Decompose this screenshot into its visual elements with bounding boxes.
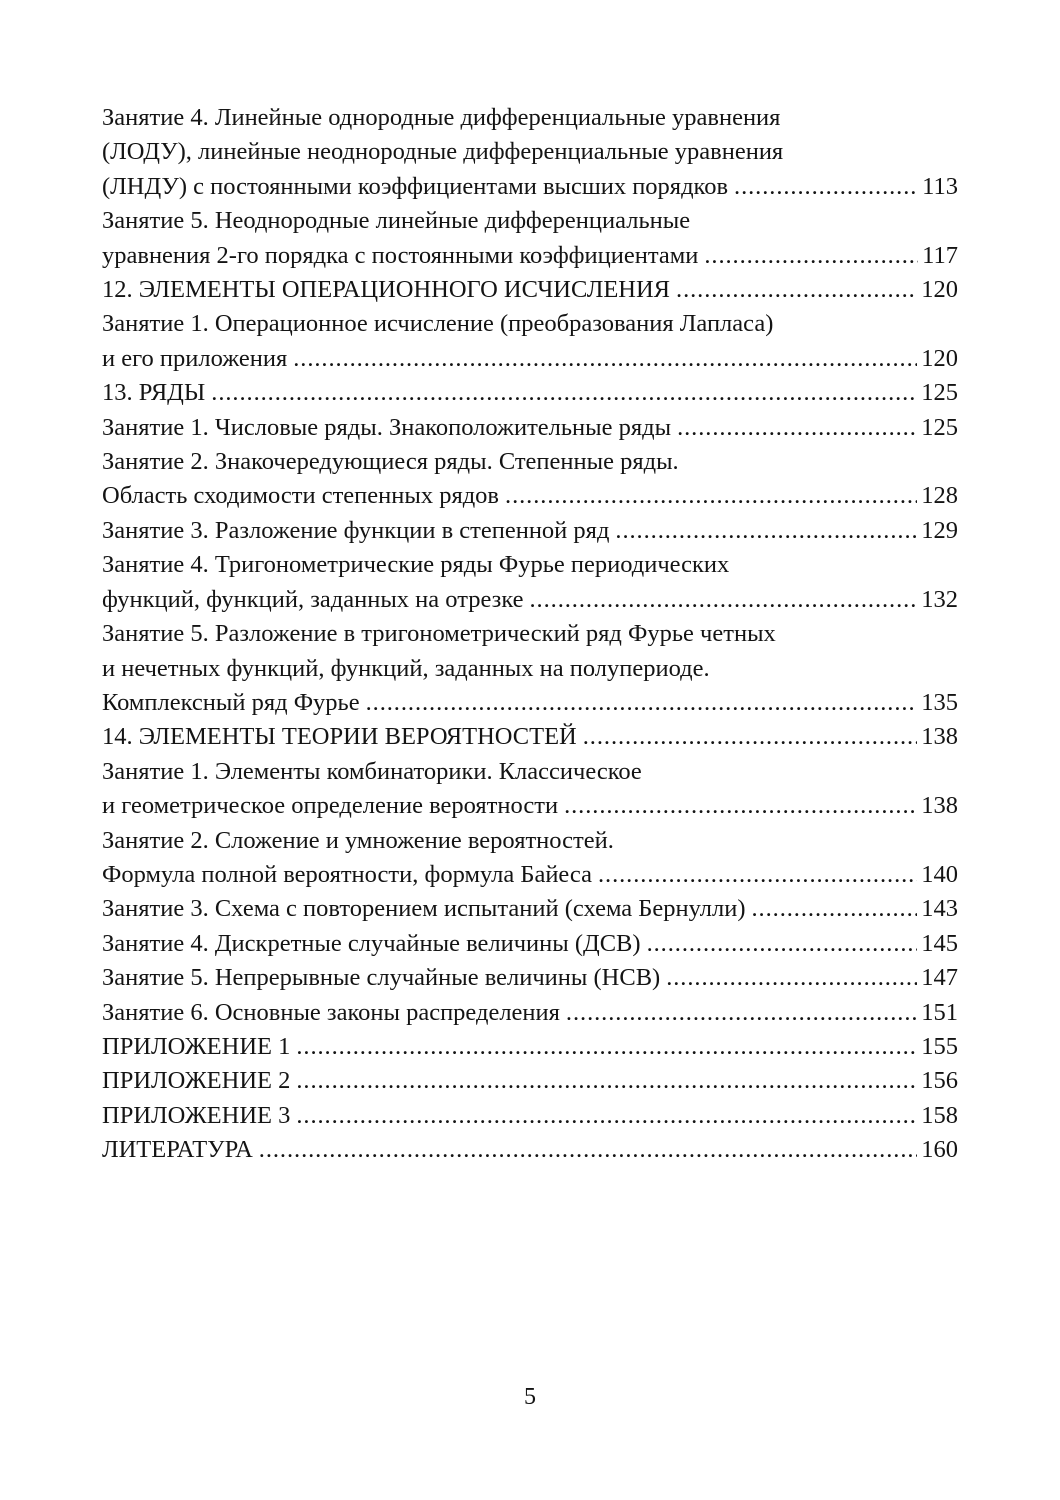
dot-leader xyxy=(296,1099,917,1133)
toc-entry-text-line: Занятие 1. Элементы комбинаторики. Классическое xyxy=(102,757,642,785)
toc-page-number: 151 xyxy=(921,998,958,1026)
dot-leader xyxy=(583,720,918,754)
dot-leader xyxy=(564,789,917,823)
toc-entry-text-line: ПРИЛОЖЕНИЕ 3 xyxy=(102,1101,291,1129)
toc-entry-last-line xyxy=(102,789,958,823)
toc-entry-text-line: ПРИЛОЖЕНИЕ 1 xyxy=(102,1032,291,1060)
toc-page-number: 145 xyxy=(921,929,958,957)
toc-entry-text-line: Занятие 1. Числовые ряды. Знакоположительные ряды xyxy=(102,413,672,441)
toc-entry-text-line: Занятие 1. Операционное исчисление (преобразования Лапласа) xyxy=(102,310,774,338)
toc-page-number: 128 xyxy=(921,482,958,510)
toc-entry-text-line: и геометрическое определение вероятности xyxy=(102,792,559,820)
toc-entry-text-line: Занятие 5. Разложение в тригонометрический ряд Фурье четных xyxy=(102,620,776,648)
toc-page-number: 125 xyxy=(921,413,958,441)
dot-leader xyxy=(676,273,917,307)
toc-entry-last-line xyxy=(102,170,958,204)
toc-entry-text-line: и нечетных функций, функций, заданных на полупериоде. xyxy=(102,654,710,682)
dot-leader xyxy=(704,239,918,273)
toc-entry-text-line: ЛИТЕРАТУРА xyxy=(102,1136,253,1164)
toc-entry xyxy=(102,617,958,720)
toc-page-number: 143 xyxy=(921,895,958,923)
dot-leader xyxy=(647,927,918,961)
toc-entry xyxy=(102,548,958,617)
dot-leader xyxy=(259,1133,917,1167)
dot-leader xyxy=(566,996,917,1030)
toc-entry-text-line: Формула полной вероятности, формула Байеса xyxy=(102,860,592,888)
toc-entry-text-line: Занятие 5. Неоднородные линейные дифференциальные xyxy=(102,207,691,235)
toc-entry xyxy=(102,1133,958,1167)
dot-leader xyxy=(293,342,917,376)
toc-entry-text-line: Занятие 4. Дискретные случайные величины (ДСВ) xyxy=(102,929,641,957)
toc-entry-text-line: Занятие 4. Линейные однородные дифференциальные уравнения xyxy=(102,104,781,131)
toc-entry-last-line xyxy=(102,1133,958,1167)
dot-leader xyxy=(211,376,917,410)
toc-entry xyxy=(102,824,958,893)
toc-page-number: 147 xyxy=(921,964,958,992)
toc-entry-text-line: (ЛНДУ) с постоянными коэффициентами высших порядков xyxy=(102,172,729,200)
toc-entry-text-line: Занятие 6. Основные законы распределения xyxy=(102,998,560,1026)
toc-page-number: 113 xyxy=(922,172,958,200)
toc-entry-last-line xyxy=(102,376,958,410)
toc-entry xyxy=(102,720,958,754)
toc-entry-last-line xyxy=(102,961,958,995)
toc-entry xyxy=(102,307,958,376)
toc-entry-text-line: Занятие 3. Схема с повторением испытаний (схема Бернулли) xyxy=(102,895,746,923)
toc-page-number: 120 xyxy=(921,276,958,304)
dot-leader xyxy=(752,892,918,926)
toc-page-number: 138 xyxy=(921,723,958,751)
toc-page-number: 117 xyxy=(922,241,958,269)
toc-entry-last-line xyxy=(102,583,958,617)
toc-page-number: 158 xyxy=(921,1101,958,1129)
toc-entry xyxy=(102,445,958,514)
toc-entry-text-line: Область сходимости степенных рядов xyxy=(102,482,500,510)
toc-entry xyxy=(102,204,958,273)
toc-entry xyxy=(102,376,958,410)
toc-entry-last-line xyxy=(102,1064,958,1098)
dot-leader xyxy=(296,1030,917,1064)
toc-entry-text-line: Занятие 2. Сложение и умножение вероятностей. xyxy=(102,826,614,854)
toc-page-number: 125 xyxy=(921,379,958,407)
toc-entry-last-line xyxy=(102,686,958,720)
dot-leader xyxy=(530,583,918,617)
toc-entry xyxy=(102,927,958,961)
toc-entry-last-line xyxy=(102,514,958,548)
dot-leader xyxy=(677,411,917,445)
toc-entry-last-line xyxy=(102,892,958,926)
toc-entry-last-line xyxy=(102,858,958,892)
toc-entry xyxy=(102,961,958,995)
toc-entry-text-line: и его приложения xyxy=(102,344,288,372)
dot-leader xyxy=(505,479,917,513)
toc-entry-last-line xyxy=(102,479,958,513)
page-number: 5 xyxy=(524,1384,536,1410)
toc-entry-last-line xyxy=(102,927,958,961)
toc-entry-last-line xyxy=(102,1099,958,1133)
toc-entry-text-line: 14. ЭЛЕМЕНТЫ ТЕОРИИ ВЕРОЯТНОСТЕЙ xyxy=(102,723,577,751)
toc-entry-last-line xyxy=(102,720,958,754)
toc-page-number: 138 xyxy=(921,792,958,820)
toc-entry-text-line: 12. ЭЛЕМЕНТЫ ОПЕРАЦИОННОГО ИСЧИСЛЕНИЯ xyxy=(102,276,671,304)
toc-entry xyxy=(102,411,958,445)
dot-leader xyxy=(296,1064,917,1098)
toc-entry-last-line xyxy=(102,411,958,445)
toc-page-number: 155 xyxy=(921,1032,958,1060)
toc-entry-last-line xyxy=(102,342,958,376)
toc-entry-text-line: Занятие 5. Непрерывные случайные величины (НСВ) xyxy=(102,964,661,992)
toc-entry xyxy=(102,273,958,307)
toc-entry xyxy=(102,514,958,548)
toc-entry xyxy=(102,101,958,204)
toc-entry-text-line: функций, функций, заданных на отрезке xyxy=(102,585,524,613)
dot-leader xyxy=(615,514,917,548)
toc-entry-text-line: Комплексный ряд Фурье xyxy=(102,688,360,716)
toc-entry-last-line xyxy=(102,1030,958,1064)
toc-entry-text-line: уравнения 2-го порядка с постоянными коэффициентами xyxy=(102,241,699,269)
dot-leader xyxy=(734,170,918,204)
toc-entry-text-line: Занятие 4. Тригонометрические ряды Фурье периодических xyxy=(102,551,730,579)
toc-entry xyxy=(102,1030,958,1064)
dot-leader xyxy=(366,686,918,720)
toc-entry xyxy=(102,892,958,926)
toc-page-number: 120 xyxy=(921,344,958,372)
toc-page-number: 140 xyxy=(921,860,958,888)
toc-entry-text-line: ПРИЛОЖЕНИЕ 2 xyxy=(102,1067,291,1095)
toc-page-number: 132 xyxy=(921,585,958,613)
toc-page-number: 129 xyxy=(921,516,958,544)
toc-page-number: 135 xyxy=(921,688,958,716)
toc-entry-last-line xyxy=(102,996,958,1030)
dot-leader xyxy=(666,961,917,995)
toc-entry xyxy=(102,1064,958,1098)
toc-entry-last-line xyxy=(102,239,958,273)
table-of-contents xyxy=(102,101,958,1168)
toc-entry-text-line: Занятие 3. Разложение функции в степенной ряд xyxy=(102,516,610,544)
toc-entry-text-line: (ЛОДУ), линейные неоднородные дифференциальные уравнения xyxy=(102,138,784,166)
toc-entry xyxy=(102,996,958,1030)
toc-entry-text-line: 13. РЯДЫ xyxy=(102,379,206,407)
toc-entry-last-line xyxy=(102,273,958,307)
toc-entry xyxy=(102,1099,958,1133)
toc-entry xyxy=(102,755,958,824)
toc-page-number: 156 xyxy=(921,1067,958,1095)
dot-leader xyxy=(598,858,917,892)
toc-entry-text-line: Занятие 2. Знакочередующиеся ряды. Степенные ряды. xyxy=(102,448,679,476)
toc-page-number: 160 xyxy=(921,1136,958,1164)
